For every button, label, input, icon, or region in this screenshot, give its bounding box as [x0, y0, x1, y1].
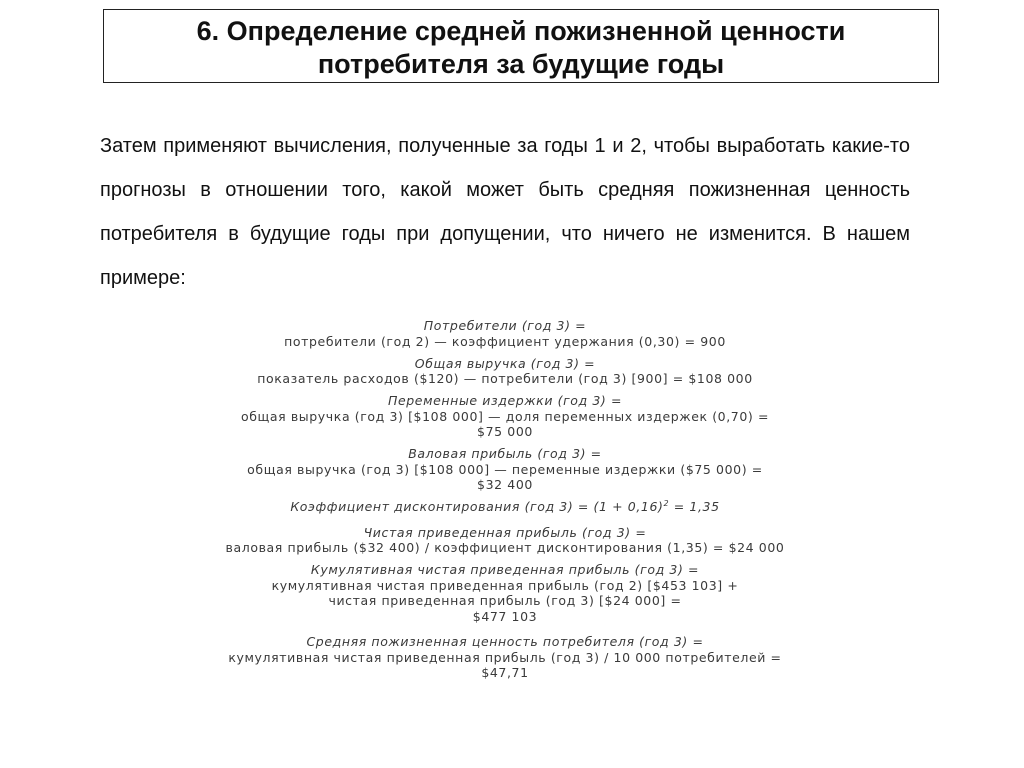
formula-variable-costs — [100, 393, 910, 440]
formula-line: общая выручка (год 3) [$108 000] — доля переменных издержек (0,70) = — [240, 408, 770, 424]
formula-line: чистая приведенная прибыль (год 3) [$24 000] = — [328, 593, 682, 608]
formula-result: $32 400 — [477, 477, 533, 492]
formula-line: потребители (год 2) — коэффициент удержания (0,30) = 900 — [284, 333, 726, 349]
formula-heading: Валовая прибыль (год 3) = — [408, 446, 602, 461]
formula-heading: Общая выручка (год 3) = — [414, 355, 596, 371]
formula-line: общая выручка (год 3) [$108 000] — переменные издержки ($75 000) = — [247, 461, 763, 477]
formula-heading: Средняя пожизненная ценность потребителя (год 3) = — [306, 634, 704, 649]
formula-list — [100, 318, 910, 687]
formula-line: кумулятивная чистая приведенная прибыль (год 3) / 10 000 потребителей = — [228, 649, 782, 665]
discount-formula-lead: Коэффициент дисконтирования (год 3) = (1 + 0,16) — [290, 499, 664, 514]
discount-formula-exponent: 2 — [663, 499, 670, 508]
formula-line: валовая прибыль ($32 400) / коэффициент дисконтирования (1,35) = $24 000 — [225, 540, 785, 555]
slide-title-line: 6. Определение средней пожизненной ценности — [196, 16, 846, 46]
formula-gross-profit — [100, 446, 910, 493]
formula-total-revenue — [100, 356, 910, 387]
formula-result: $75 000 — [477, 424, 533, 439]
formula-heading: Кумулятивная чистая приведенная прибыль (год 3) = — [310, 562, 700, 577]
slide-title — [103, 9, 939, 83]
formula-result: $47,71 — [481, 665, 529, 680]
formula-result: $477 103 — [472, 608, 538, 624]
formula-heading: Потребители (год 3) = — [423, 318, 587, 333]
formula-line: показатель расходов ($120) — потребители (год 3) [900] = $108 000 — [257, 371, 753, 386]
formula-line — [100, 499, 910, 515]
slide-title-line: потребителя за будущие годы — [317, 49, 725, 79]
formula-net-present-profit — [100, 525, 910, 556]
formula-cumulative-profit — [100, 562, 910, 624]
formula-heading: Переменные издержки (год 3) = — [387, 393, 623, 408]
formula-heading: Чистая приведенная прибыль (год 3) = — [363, 524, 647, 540]
formula-customers — [100, 318, 910, 349]
formula-line: кумулятивная чистая приведенная прибыль (год 2) [$453 103] + — [271, 577, 739, 593]
discount-formula-tail: = 1,35 — [669, 499, 720, 514]
formula-lifetime-value — [100, 634, 910, 681]
intro-paragraph: Затем применяют вычисления, полученные за годы 1 и 2, чтобы выработать какие-то прогнозы в отношении того, какой может быть средняя пожизненная ценность потребителя в будущие годы при допущении, что ничего не изменится. В нашем примере: — [100, 135, 910, 289]
formula-discount-rate — [100, 499, 910, 515]
